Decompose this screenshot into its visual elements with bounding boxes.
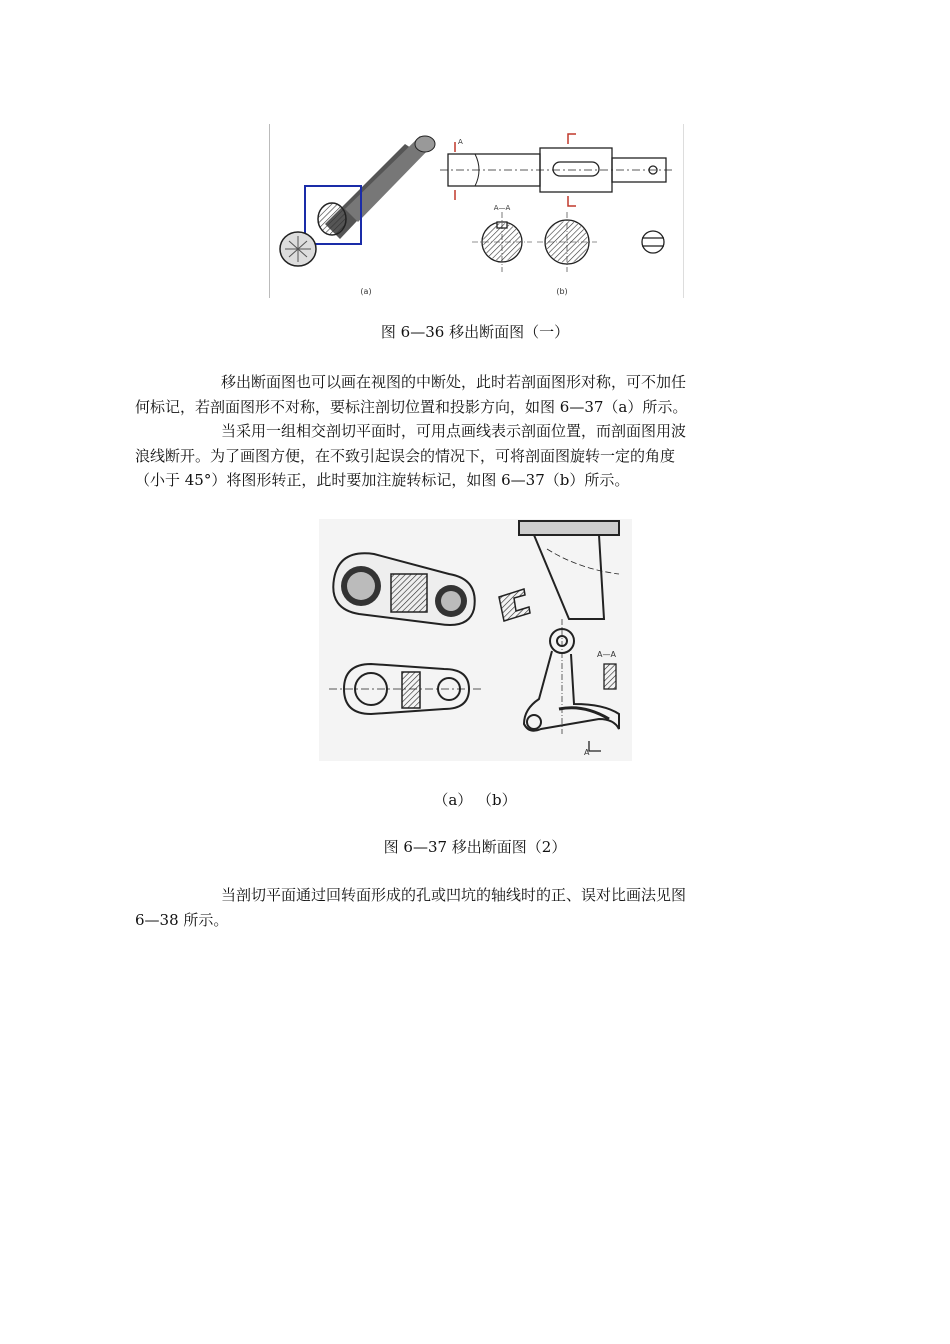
fig1-section-label: A—A [493, 204, 511, 212]
sublabels-a-b: （a） （b） [433, 791, 517, 809]
link-pictorial [333, 553, 474, 625]
para1-line3: 当采用一组相交剖切平面时，可用点画线表示剖面位置，而剖面图用波 [221, 422, 687, 440]
fig1-label-a: (a) [360, 287, 372, 296]
caption-6-37: 图 6—37 移出断面图（2） [383, 838, 567, 856]
para1-line1: 移出断面图也可以画在视图的中断处，此时若剖面图形对称，可不加任 [221, 373, 687, 391]
figure-6-36-drawing [270, 124, 683, 298]
fig1-mark-a: A [458, 138, 463, 146]
figure-6-37 [319, 519, 632, 761]
para1-line4: 浪线断开。为了画图方便，在不致引起误会的情况下，可将剖面图旋转一定的角度 [135, 446, 676, 465]
paragraph-2 [135, 883, 817, 932]
fig1-label-b: (b) [556, 287, 568, 296]
i-beam-section [402, 672, 420, 708]
figure-6-37-drawing [319, 519, 632, 761]
bracket-section [604, 664, 616, 689]
arm-top [519, 521, 619, 619]
para2-line2: 6—38 所示。 [135, 910, 229, 929]
fig2-mark-a: A [584, 748, 590, 757]
fig2-section-label: A—A [597, 650, 616, 659]
caption-6-36: 图 6—36 移出断面图（一） [380, 323, 570, 341]
paragraph-1 [135, 370, 817, 493]
shaft-pictorial [280, 136, 435, 266]
figure-6-36 [269, 124, 684, 298]
para1-line5: （小于 45°）将图形转正，此时要加注旋转标记，如图 6—37（b）所示。 [135, 471, 630, 489]
para2-line1: 当剖切平面通过回转面形成的孔或凹坑的轴线时的正、误对比画法见图 [221, 886, 687, 904]
arm-section [499, 589, 530, 621]
para1-line2: 何标记，若剖面图形不对称，要标注剖切位置和投影方向，如图 6—37（a）所示。 [135, 397, 688, 416]
